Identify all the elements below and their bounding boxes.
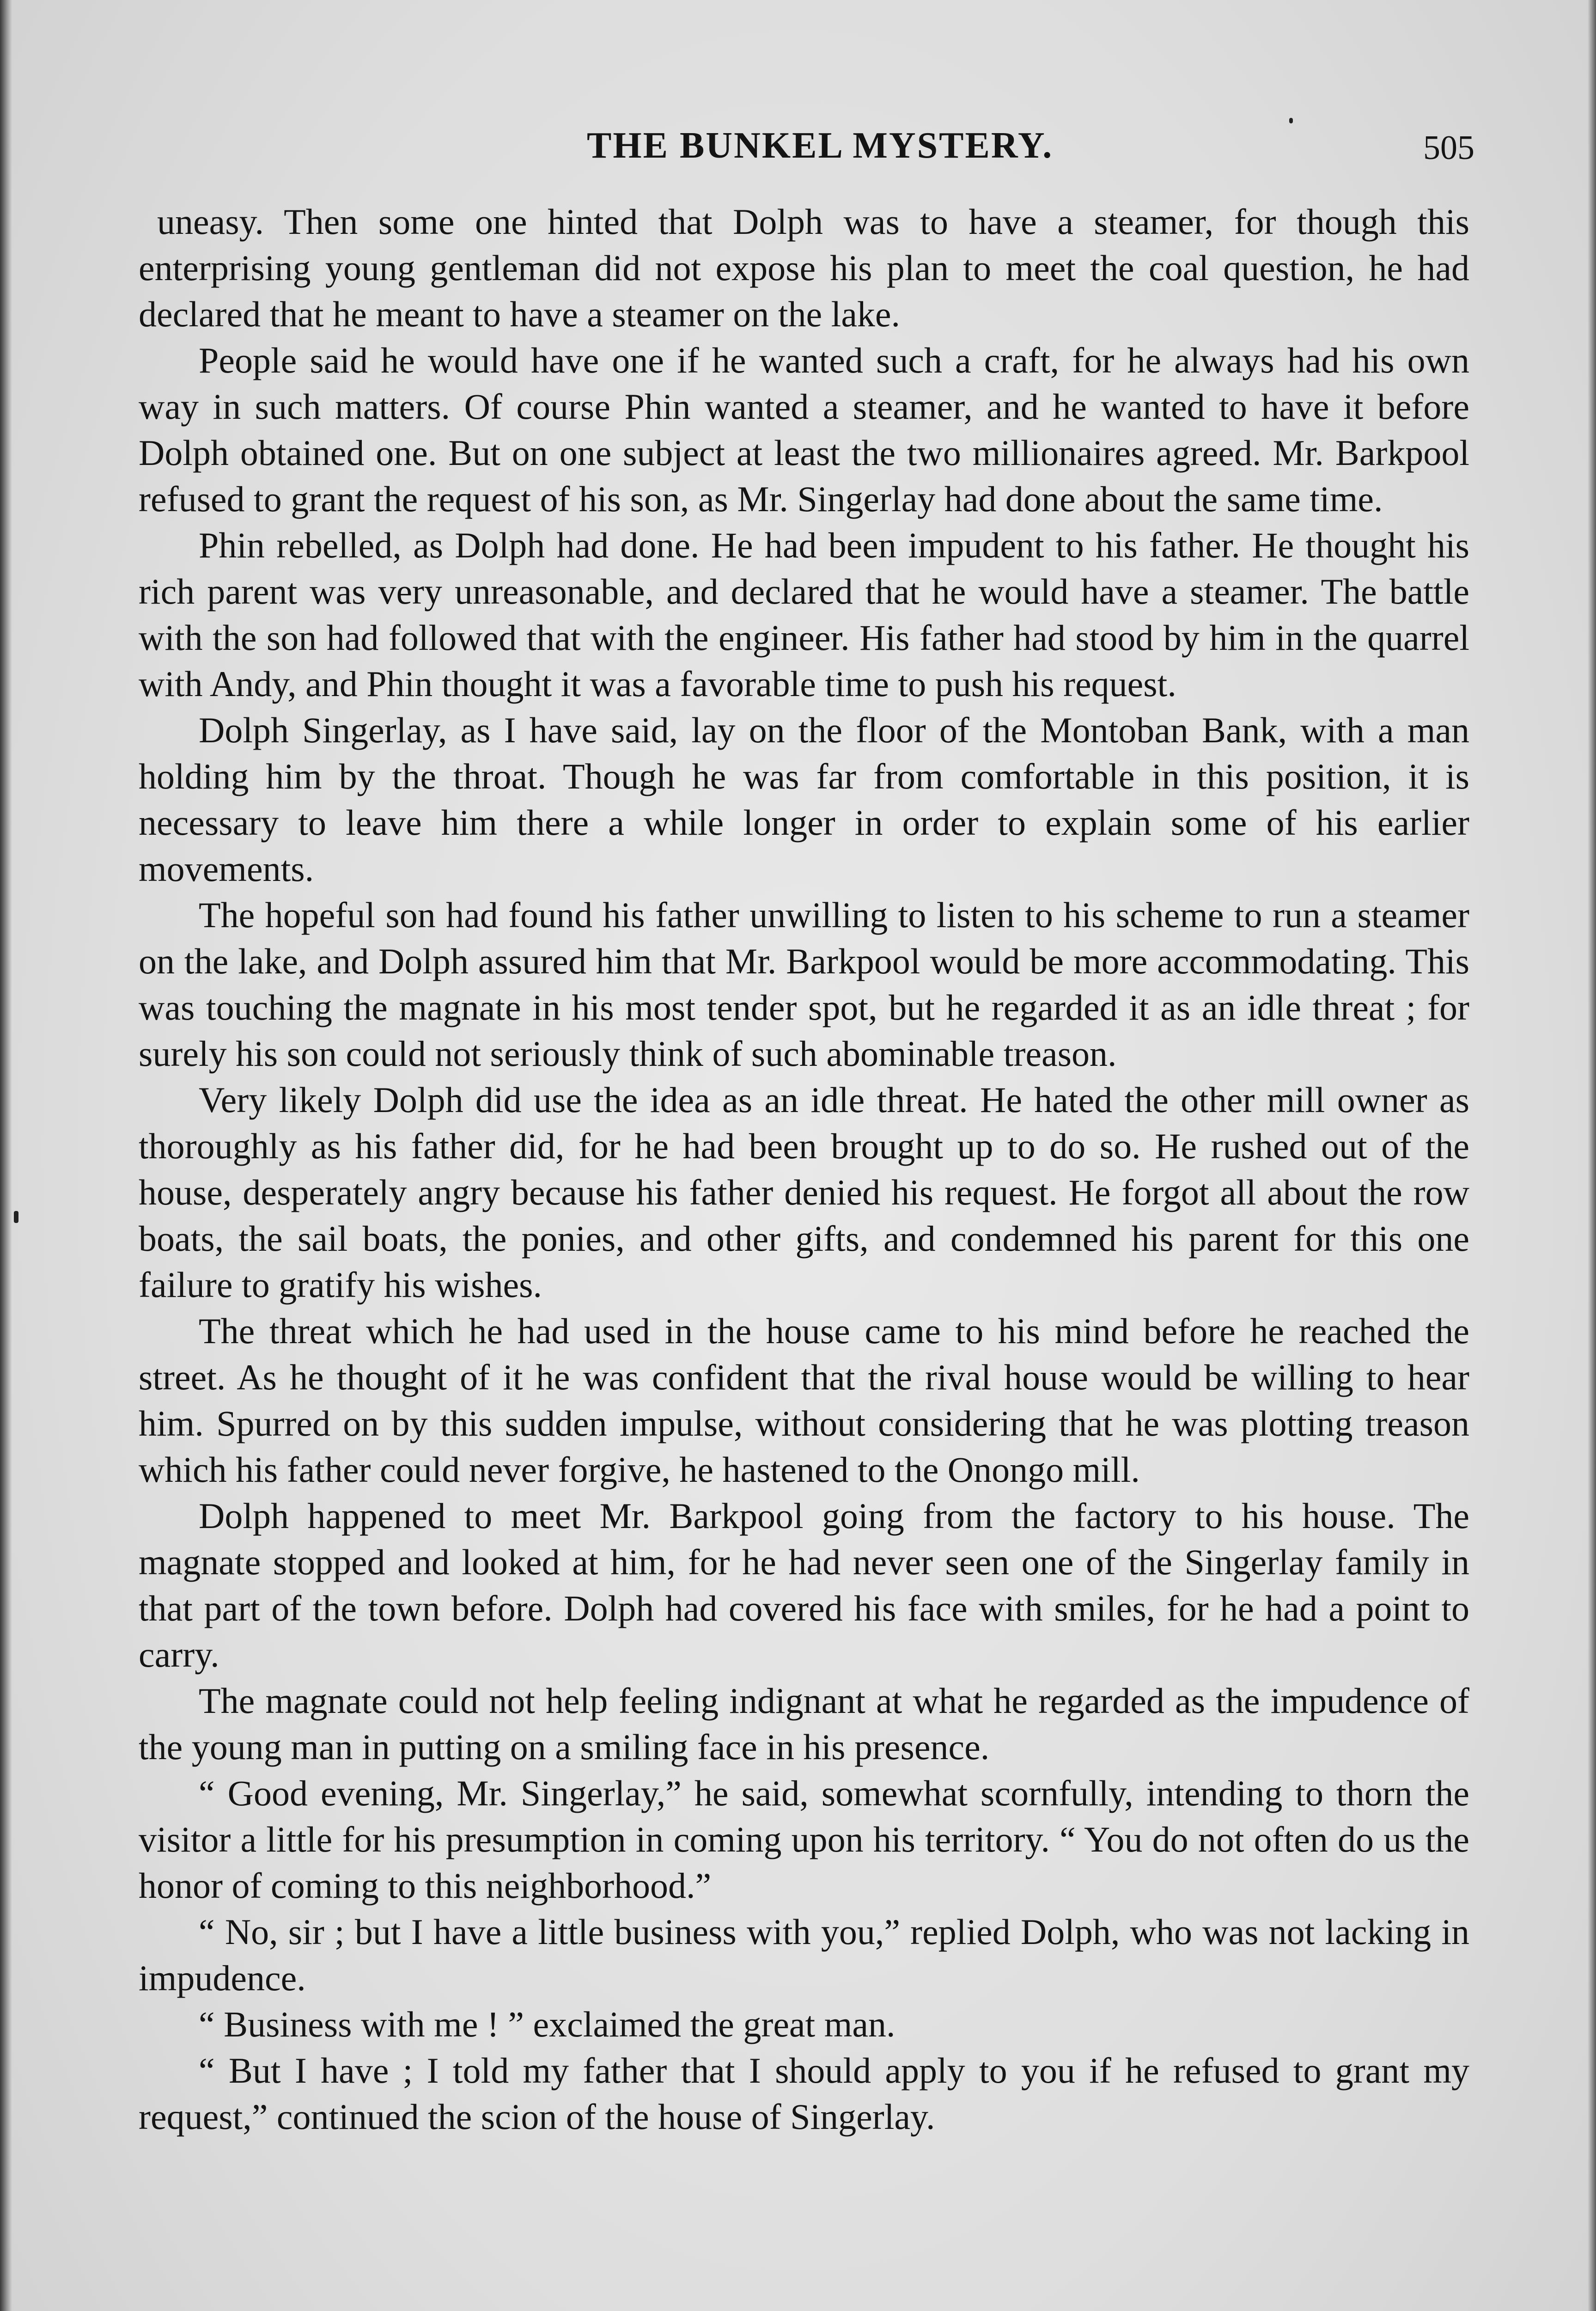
scan-speck — [1289, 118, 1293, 123]
page-number: 505 — [1423, 129, 1474, 167]
paragraph: uneasy. Then some one hinted that Dolph was to have a steamer, for though this enterprising young gentleman did not expose his plan to meet the coal question, he had declared that he meant to have a steamer on the lake. — [139, 202, 1469, 334]
body-text — [139, 199, 1469, 2140]
paragraph: “ No, sir ; but I have a little business with you,” replied Dolph, who was not lacking in impudence. — [139, 1912, 1469, 1998]
scan-speck — [14, 1211, 18, 1223]
paragraph: “ But I have ; I told my father that I should apply to you if he refused to grant my request,” continued the scion of the house of Singerlay. — [139, 2050, 1469, 2137]
paragraph: The threat which he had used in the house came to his mind before he reached the street. As he thought of it he was confident that the rival house would be willing to hear him. Spurred on by this sudden impulse, without considering that he was plotting treason which his father could never forgive, he hastened to the Onongo mill. — [139, 1311, 1469, 1490]
paragraph: “ Good evening, Mr. Singerlay,” he said, somewhat scornfully, intending to thorn the visitor a little for his presumption in coming upon his territory. “ You do not often do us the honor of coming to this neighborhood.” — [139, 1773, 1469, 1906]
running-title: THE BUNKEL MYSTERY. — [587, 125, 1054, 166]
paragraph: Dolph happened to meet Mr. Barkpool going from the factory to his house. The magnate stopped and looked at him, for he had never seen one of the Singerlay family in that part of the town before. Dolph had covered his face with smiles, for he had a point to carry. — [139, 1496, 1469, 1675]
page-binding-shadow — [0, 0, 12, 2311]
paragraph: The hopeful son had found his father unwilling to listen to his scheme to run a steamer on the lake, and Dolph assured him that Mr. Barkpool would be more accommodating. This was touching the magnate in his most tender spot, but he regarded it as an idle threat ; for surely his son could not seriously think of such abominable treason. — [139, 895, 1469, 1074]
paragraph: Dolph Singerlay, as I have said, lay on the floor of the Montoban Bank, with a man holding him by the throat. Though he was far from comfortable in this position, it is necessary to leave him there a while longer in order to explain some of his earlier movements. — [139, 710, 1469, 889]
paragraph: People said he would have one if he wanted such a craft, for he always had his own way in such matters. Of course Phin wanted a steamer, and he wanted to have it before Dolph obtained one. But on one subject at least the two millionaires agreed. Mr. Barkpool refused to grant the request of his son, as Mr. Singerlay had done about the same time. — [139, 340, 1469, 519]
page-header — [0, 125, 1596, 180]
paragraph: Very likely Dolph did use the idea as an idle threat. He hated the other mill owner as thoroughly as his father did, for he had been brought up to do so. He rushed out of the house, desperately angry because his father denied his request. He forgot all about the row boats, the sail boats, the ponies, and other gifts, and condemned his parent for this one failure to gratify his wishes. — [139, 1080, 1469, 1305]
paragraph: “ Business with me ! ” exclaimed the great man. — [199, 2004, 895, 2044]
paragraph: The magnate could not help feeling indignant at what he regarded as the impudence of the young man in putting on a smiling face in his presence. — [139, 1681, 1469, 1767]
paragraph: Phin rebelled, as Dolph had done. He had been impudent to his father. He thought his rich parent was very unreasonable, and declared that he would have a steamer. The battle with the son had followed that with the engineer. His father had stood by him in the quarrel with Andy, and Phin thought it was a favorable time to push his request. — [139, 525, 1469, 704]
page-edge-shadow — [1588, 0, 1596, 2311]
